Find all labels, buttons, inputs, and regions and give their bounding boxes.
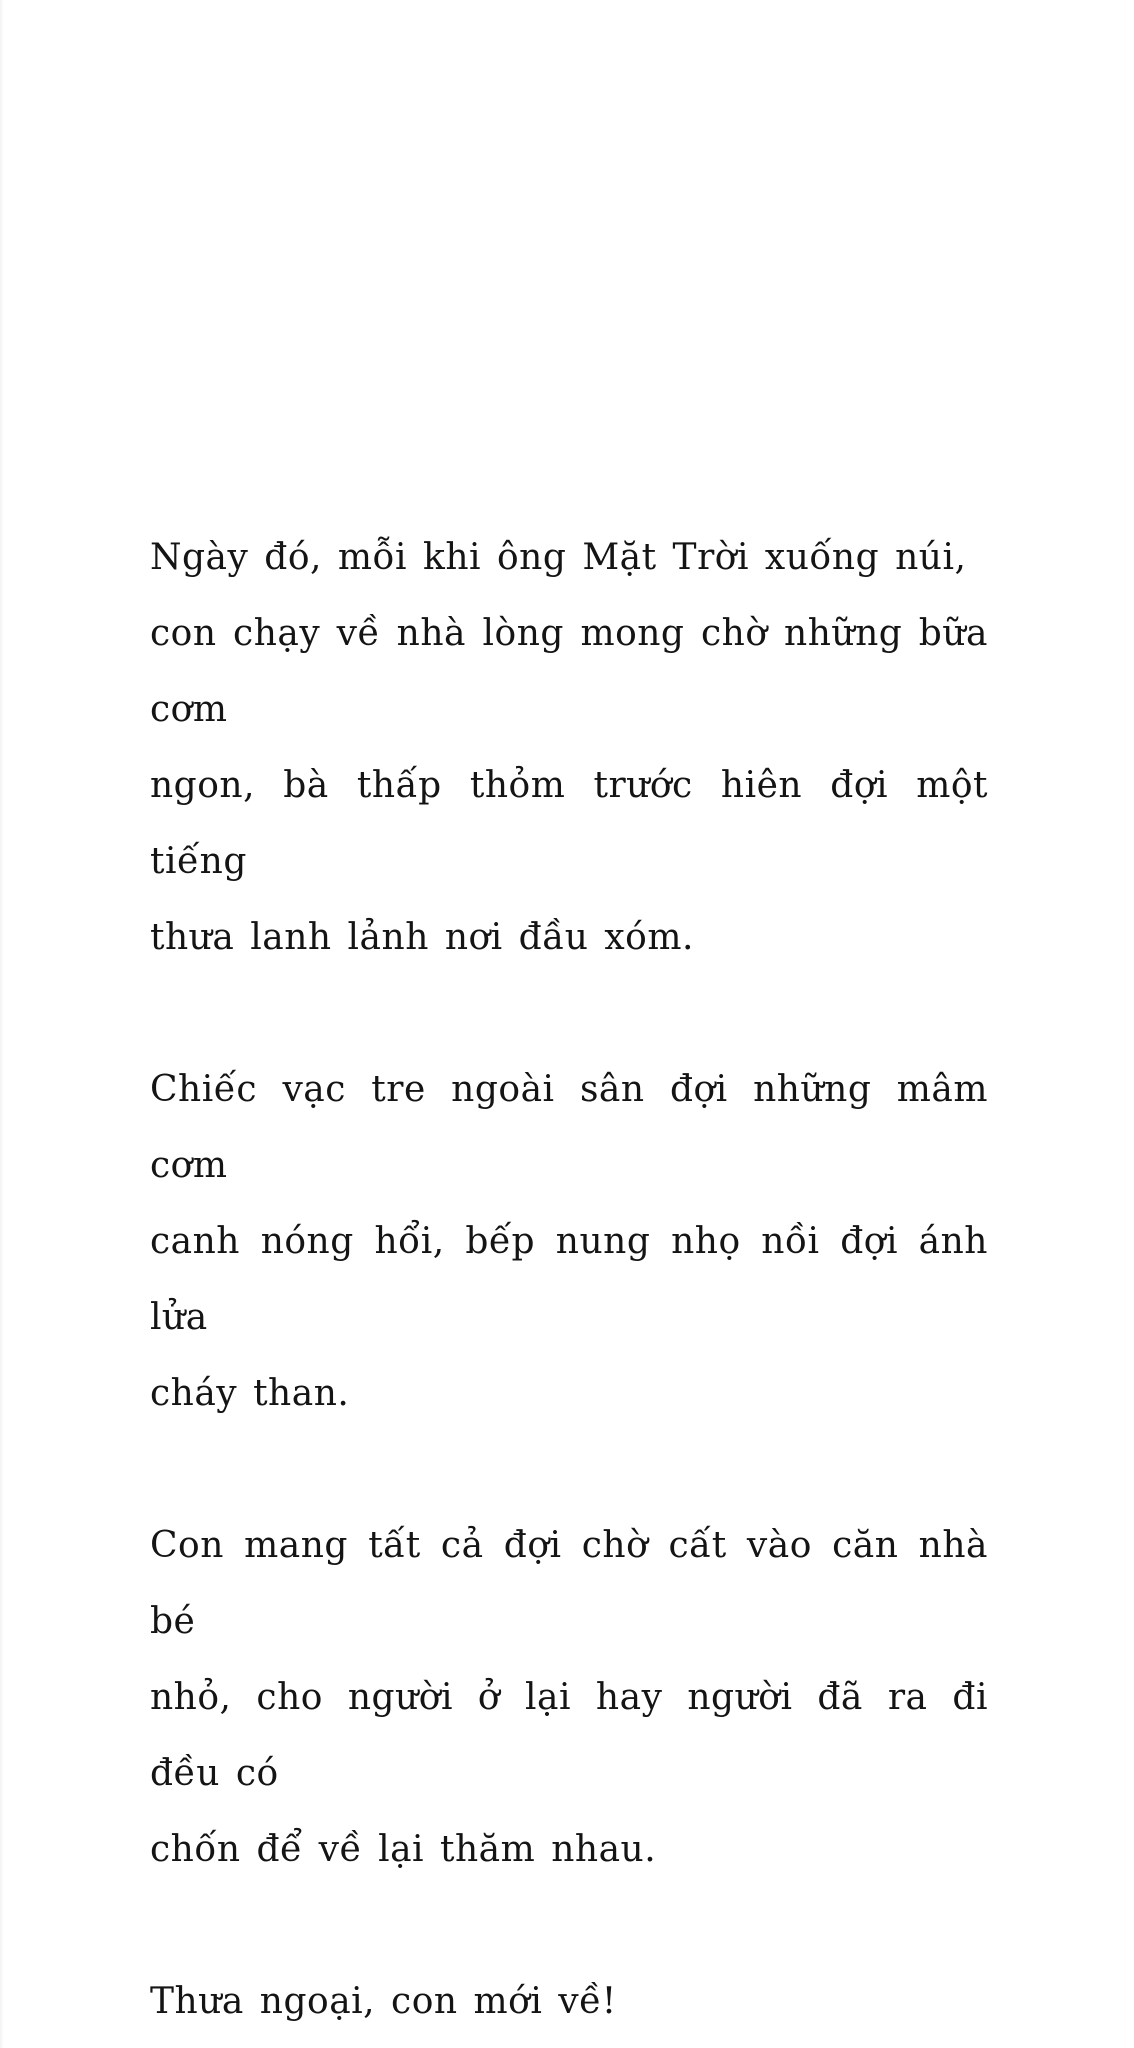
page-edge-shadow — [0, 0, 4, 2048]
body-text — [150, 520, 988, 2040]
paragraph-2: Chiếc vạc tre ngoài sân đợi những mâm cơm canh nóng hổi, bếp nung nhọ nồi đợi ánh lửa cháy than. — [150, 1069, 988, 1414]
paragraph-1: Ngày đó, mỗi khi ông Mặt Trời xuống núi, con chạy về nhà lòng mong chờ những bữa cơm ngon, bà thấp thỏm trước hiên đợi một tiếng thưa lanh lảnh nơi đầu xóm. — [150, 537, 988, 958]
paragraph-3: Con mang tất cả đợi chờ cất vào căn nhà bé nhỏ, cho người ở lại hay người đã ra đi đều có chốn để về lại thăm nhau. — [150, 1525, 988, 1870]
paragraph-4: Thưa ngoại, con mới về! — [150, 1981, 617, 2022]
